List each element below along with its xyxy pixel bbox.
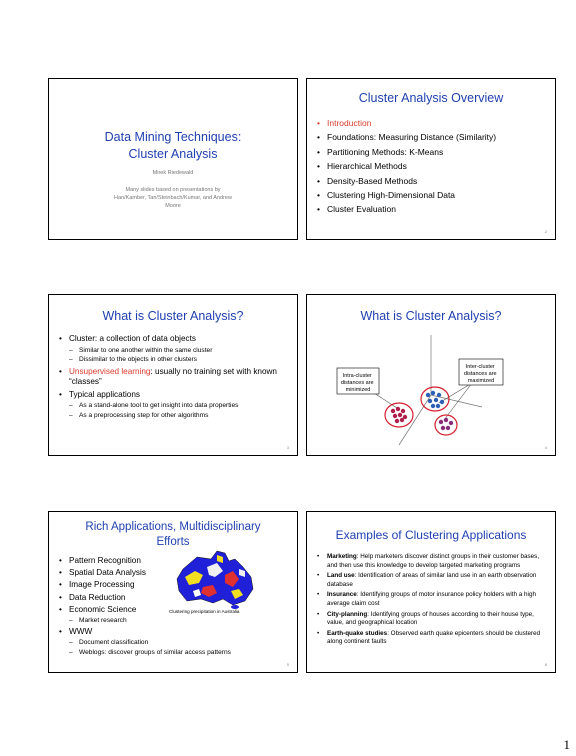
list-item: • Insurance: Identifying groups of motor insurance policy holders with a high average claim cost [317,591,545,608]
list-item: • WWW – Document classification – Weblogs: discover groups of similar access patterns [59,626,231,658]
slide-title: Rich Applications, Multidisciplinary Efforts [85,521,261,548]
list-item: • Foundations: Measuring Distance (Similarity) [317,130,496,144]
list-item: • Cluster Evaluation [317,202,496,216]
list-item: • Density-Based Methods [317,174,496,188]
sub-item: – Similar to one another within the same cluster [69,346,289,356]
slide-4-cluster-figure [306,294,556,456]
list-item: • Pattern Recognition [59,555,231,567]
list-item: • Introduction [317,116,496,130]
list-item: • Economic Science – Market research [59,604,231,626]
list-item: • Image Processing [59,579,231,591]
slide-title: Data Mining Techniques: Cluster Analysis [104,130,242,161]
slide-title: What is Cluster Analysis? [102,309,244,323]
slide-1-title [48,78,298,240]
list-item: • Land use: Identification of areas of similar land use in an earth observation database [317,572,545,589]
slide-3-what-is [48,294,298,456]
sub-item: – As a stand-alone tool to get insight into data properties [69,401,289,411]
sub-item: – Market research [69,616,231,626]
sub-item: – Weblogs: discover groups of similar access patterns [69,648,231,658]
connector-line [439,383,472,403]
inter-label: Inter-cluster distances are maximized [463,364,497,384]
sub-item: – Document classification [69,638,231,648]
slide-number: 2 [544,229,547,234]
examples-list [317,553,545,647]
definition-list [59,334,289,420]
page-number: 1 [563,737,570,752]
slide-5-applications [48,511,298,673]
slide-number: 5 [286,662,289,667]
list-item: • Clustering High-Dimensional Data [317,188,496,202]
australia-precipitation-map [173,547,258,609]
list-item: • Earth-quake studies: Observed earth quake epicenters should be clustered along continent faults [317,630,545,647]
map-caption: Clustering precipitation in Australia [169,609,240,614]
slide-title: Cluster Analysis Overview [358,91,504,105]
credit-note: Many slides based on presentations by Han/Kamber, Tan/Steinbach/Kumar, and Andrew Moore [114,187,232,209]
list-item: • Unsupervised learning: usually no training set with known “classes” [59,367,289,388]
connector-line [374,393,397,408]
slide-title: What is Cluster Analysis? [360,309,502,323]
list-item: • Typical applications – As a stand-alone tool to get insight into data properties – As a preprocessing step for other algorithms [59,390,289,421]
slide-number: 4 [544,445,547,450]
list-item: • City-planning: Identifying groups of houses according to their house type, value, and geographical location [317,611,545,628]
cluster-points-purple [439,418,453,430]
list-item: • Hierarchical Methods [317,159,496,173]
list-item: • Marketing: Help marketers discover distinct groups in their customer bases, and then use this knowledge to develop targeted marketing programs [317,553,545,570]
cluster-points-red [391,407,407,423]
overview-list [317,116,496,217]
sub-item: – As a preprocessing step for other algorithms [69,411,289,421]
list-item: • Cluster: a collection of data objects – Similar to one another within the same cluster – Dissimilar to the objects in other clusters [59,334,289,365]
list-item: • Partitioning Methods: K-Means [317,145,496,159]
slide-number: 6 [544,662,547,667]
slide-2-overview [306,78,556,240]
author: Mirek Riedewald [152,170,194,176]
slide-title: Examples of Clustering Applications [335,528,527,542]
slide-number: 3 [286,445,289,450]
list-item: • Spatial Data Analysis [59,567,231,579]
list-item: • Data Reduction [59,592,231,604]
cluster-points-blue [426,391,444,408]
cluster-diagram [307,295,555,455]
intra-label: Intra-cluster distances are minimized [340,373,374,393]
slide-6-examples [306,511,556,673]
sub-item: – Dissimilar to the objects in other clusters [69,355,289,365]
